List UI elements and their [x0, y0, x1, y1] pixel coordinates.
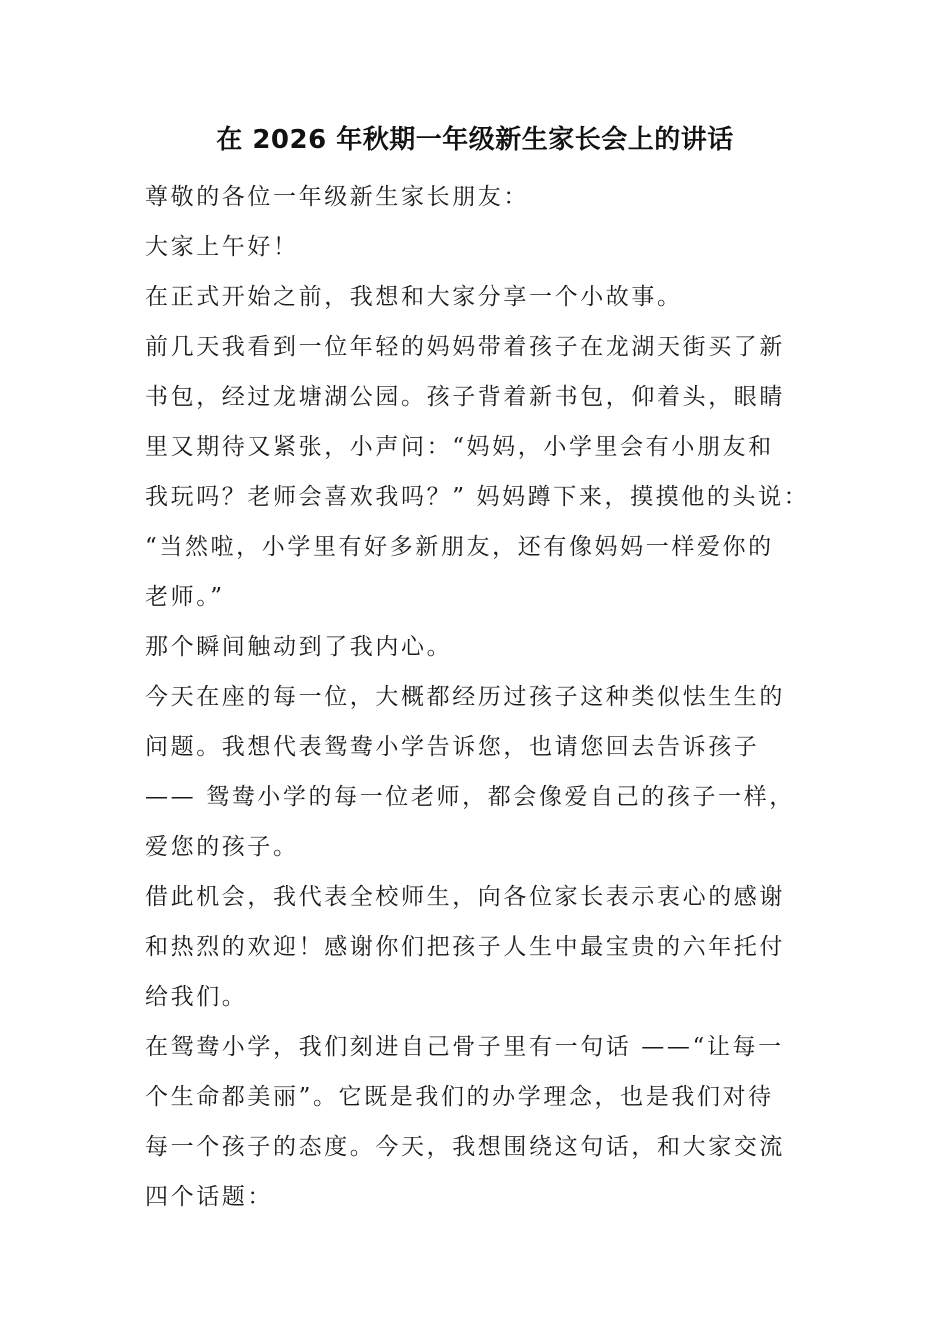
text-line: 那个瞬间触动到了我内心。: [145, 634, 453, 660]
text-line: 问题。我想代表鸳鸯小学告诉您，也请您回去告诉孩子: [145, 734, 760, 760]
text-line: 在鸳鸯小学，我们刻进自己骨子里有一句话 ——“让每一: [145, 1034, 784, 1060]
text-line: 前几天我看到一位年轻的妈妈带着孩子在龙湖天街买了新: [145, 334, 785, 360]
text-line: “当然啦，小学里有好多新朋友，还有像妈妈一样爱你的: [145, 534, 774, 560]
text-line: 里又期待又紧张，小声问：“妈妈，小学里会有小朋友和: [145, 434, 774, 460]
text-line: 我玩吗？老师会喜欢我吗？” 妈妈蹲下来，摸摸他的头说：: [145, 484, 810, 510]
text-line: 大家上午好！: [145, 234, 299, 260]
text-line: 今天在座的每一位，大概都经历过孩子这种类似怯生生的: [145, 684, 785, 710]
document-title: 在 2026 年秋期一年级新生家长会上的讲话: [216, 125, 734, 155]
text-line: 借此机会，我代表全校师生，向各位家长表示衷心的感谢: [145, 884, 785, 910]
text-line: 老师。”: [145, 584, 225, 610]
text-line: 书包，经过龙塘湖公园。孩子背着新书包，仰着头，眼睛: [145, 384, 785, 410]
text-line: 个生命都美丽”。它既是我们的办学理念，也是我们对待: [145, 1084, 774, 1110]
text-line: 爱您的孩子。: [145, 834, 299, 860]
text-line: 在正式开始之前，我想和大家分享一个小故事。: [145, 284, 683, 310]
text-line: 尊敬的各位一年级新生家长朋友：: [145, 184, 529, 210]
text-line: 每一个孩子的态度。今天，我想围绕这句话，和大家交流: [145, 1134, 785, 1160]
text-line: —— 鸳鸯小学的每一位老师，都会像爱自己的孩子一样，: [145, 784, 795, 810]
text-line: 和热烈的欢迎！感谢你们把孩子人生中最宝贵的六年托付: [145, 934, 785, 960]
text-line: 给我们。: [145, 984, 248, 1010]
text-line: 四个话题：: [145, 1184, 273, 1210]
document-body: [145, 172, 845, 1222]
